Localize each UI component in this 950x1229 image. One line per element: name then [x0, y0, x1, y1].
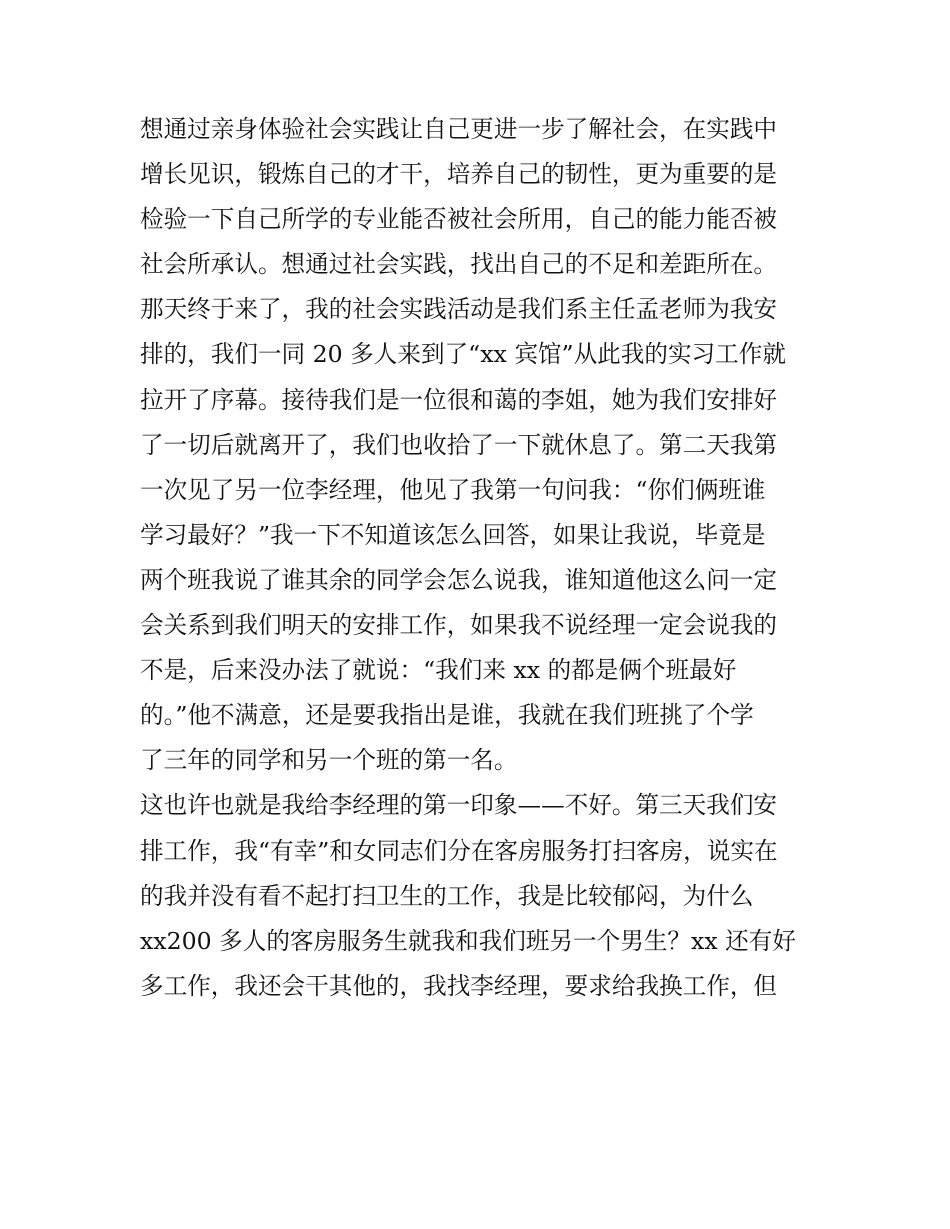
text-line: 排工作，我“有幸”和女同志们分在客房服务打扫客房，说实在	[140, 836, 778, 865]
text-line: 学习最好？”我一下不知道该怎么回答，如果让我说，毕竟是	[140, 520, 766, 549]
text-line: 排的，我们一同 20 多人来到了“xx 宾馆”从此我的实习工作就	[140, 340, 786, 369]
text-line: 这也许也就是我给李经理的第一印象——不好。第三天我们安	[140, 791, 778, 820]
text-line: 社会所承认。想通过社会实践，找出自己的不足和差距所在。	[140, 250, 778, 279]
text-line: 了一切后就离开了，我们也收拾了一下就休息了。第二天我第	[140, 430, 778, 459]
text-line: 的我并没有看不起打扫卫生的工作，我是比较郁闷，为什么	[140, 881, 754, 910]
text-line: 想通过亲身体验社会实践让自己更进一步了解社会，在实践中	[140, 115, 778, 143]
text-line: 多工作，我还会干其他的，我找李经理，要求给我换工作，但	[140, 971, 778, 1000]
text-line: 会关系到我们明天的安排工作，如果我不说经理一定会说我的	[140, 611, 778, 640]
body-text	[140, 107, 820, 1009]
text-line: 两个班我说了谁其余的同学会怎么说我，谁知道他这么问一定	[140, 565, 778, 594]
text-line: 检验一下自己所学的专业能否被社会所用，自己的能力能否被	[140, 205, 778, 234]
text-line: 不是，后来没办法了就说：“我们来 xx 的都是俩个班最好	[140, 656, 737, 685]
text-line: 那天终于来了，我的社会实践活动是我们系主任孟老师为我安	[140, 295, 778, 324]
text-line: 一次见了另一位李经理，他见了我第一句问我：“你们俩班谁	[140, 475, 766, 504]
text-line: 增长见识，锻炼自己的才干，培养自己的韧性，更为重要的是	[140, 160, 778, 189]
text-line: 了三年的同学和另一个班的第一名。	[140, 746, 518, 775]
text-line: 的。”他不满意，还是要我指出是谁，我就在我们班挑了个学	[140, 701, 754, 730]
text-line: 拉开了序幕。接待我们是一位很和蔼的李姐，她为我们安排好	[140, 385, 778, 414]
text-line: xx200 多人的客房服务生就我和我们班另一个男生？xx 还有好	[140, 926, 796, 955]
